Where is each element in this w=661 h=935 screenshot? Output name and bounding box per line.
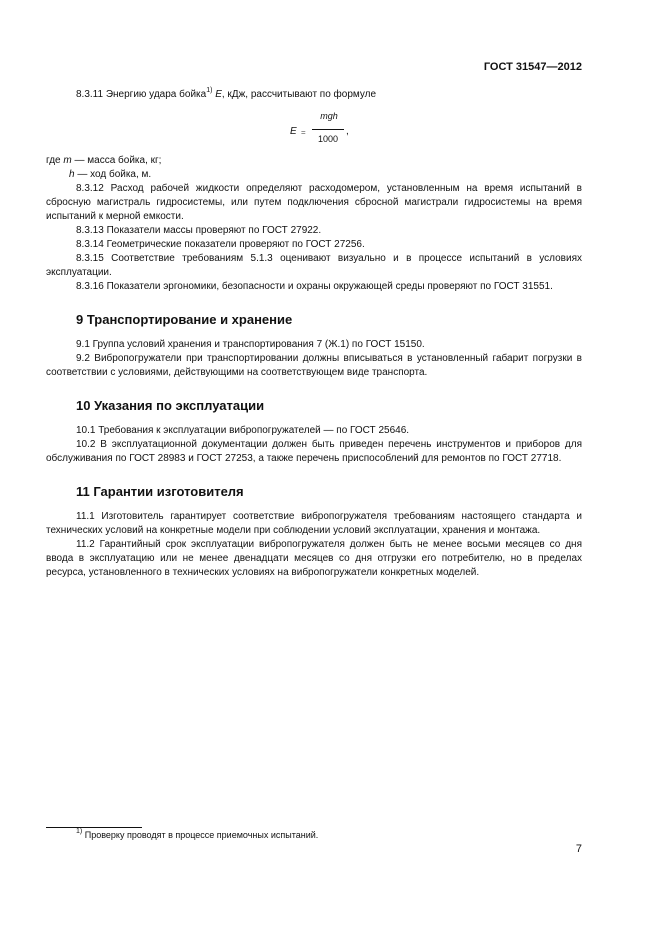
paragraph-8-3-13: 8.3.13 Показатели массы проверяют по ГОСТ 27922. bbox=[76, 225, 322, 236]
footnote-divider bbox=[46, 827, 142, 828]
document-header: ГОСТ 31547—2012 bbox=[483, 61, 582, 73]
paragraph-10-1: 10.1 Требования к эксплуатации вибропогружателей — по ГОСТ 25646. bbox=[76, 425, 410, 436]
page-body bbox=[46, 88, 582, 580]
fraction-bar bbox=[312, 129, 344, 130]
paragraph-11-1: 11.1 Изготовитель гарантирует соответствие вибропогружателя требованиям настоящего стандарта и технических условий на конкретные модели при соблюдении условий эксплуатации, хранения и монтажа. bbox=[46, 511, 582, 536]
page-number: 7 bbox=[575, 843, 582, 855]
formula-numerator: mgh bbox=[320, 111, 338, 121]
paragraph-8-3-16: 8.3.16 Показатели эргономики, безопасности и охраны окружающей среды проверяют по ГОСТ 31551. bbox=[76, 281, 553, 292]
paragraph-8-3-14: 8.3.14 Геометрические показатели проверяют по ГОСТ 27256. bbox=[76, 239, 365, 250]
section-9-heading: 9 Транспортирование и хранение bbox=[76, 312, 293, 327]
section-10-heading: 10 Указания по эксплуатации bbox=[76, 398, 265, 413]
paragraph-10-2: 10.2 В эксплуатационной документации должен быть приведен перечень инструментов и приборов для обслуживания по ГОСТ 28983 и ГОСТ 27253, а также перечень приспособлений для ремонтов по ГОСТ 27718. bbox=[46, 439, 582, 464]
where-m: где m — масса бойка, кг; bbox=[46, 155, 162, 166]
paragraph-9-1: 9.1 Группа условий хранения и транспортирования 7 (Ж.1) по ГОСТ 15150. bbox=[76, 339, 425, 350]
formula-denominator: 1000 bbox=[317, 134, 339, 144]
paragraph-8-3-12: 8.3.12 Расход рабочей жидкости определяют расходомером, установленным на время испытаний в сбросную магистраль гидросистемы, или путем подключения сбросной магистрали гидросистемы на время испытаний к мерной емкости. bbox=[46, 183, 582, 222]
section-11-heading: 11 Гарантии изготовителя bbox=[76, 484, 244, 499]
formula-lhs: E bbox=[290, 126, 297, 137]
footnote: $^{1)}$ Проверку проводят в процессе приемочных испытаний. bbox=[76, 828, 319, 840]
energy-formula bbox=[46, 106, 582, 154]
formula-intro: 8.3.11 Энергию удара бойка$^{1)}$ E, кДж, рассчитывают по формуле bbox=[76, 86, 377, 100]
paragraph-9-2: 9.2 Вибропогружатели при транспортировании должны вписываться в установленный габарит погрузки в соответствии с условиями, действующими на соответствующем виде транспорта. bbox=[46, 353, 582, 378]
paragraph-8-3-15: 8.3.15 Соответствие требованиям 5.1.3 оценивают визуально и в процессе испытаний в условиях эксплуатации. bbox=[46, 253, 582, 278]
formula-comma: , bbox=[346, 126, 349, 137]
paragraph-11-2: 11.2 Гарантийный срок эксплуатации вибропогружателя должен быть не менее восьми месяцев со дня ввода в эксплуатацию или не менее двенадцати месяцев со дня отгрузки его потребителю, но в пределах ресурса, установленного в технических условиях на вибропогружатели конкретных моделей. bbox=[46, 539, 582, 578]
where-h: h — ход бойка, м. bbox=[69, 169, 152, 180]
formula-equals: = bbox=[301, 128, 306, 137]
